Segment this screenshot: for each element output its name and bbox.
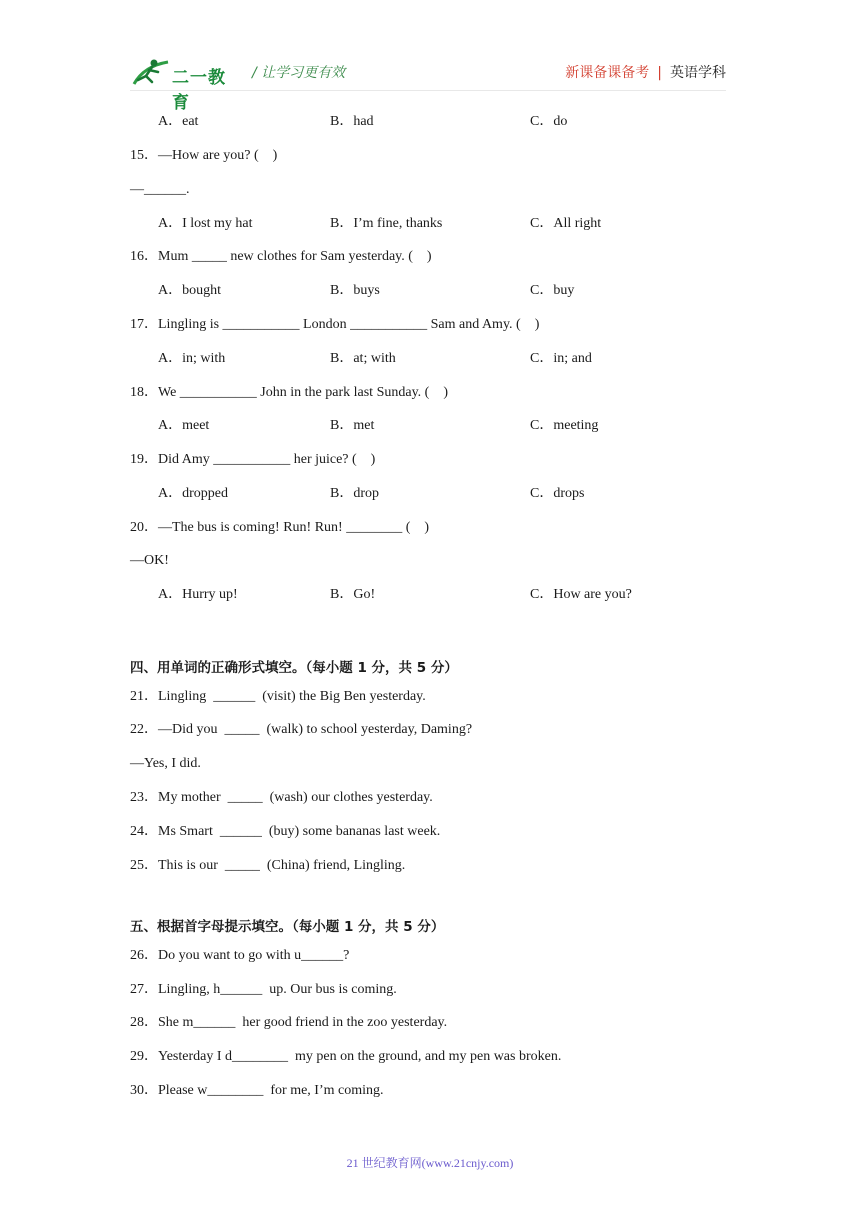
- question-28: 28．She m______ her good friend in the zoo yesterday.: [130, 1015, 448, 1030]
- question-23: 23．My mother _____ (wash) our clothes yesterday.: [130, 790, 433, 805]
- question-26: 26．Do you want to go with u______?: [130, 948, 350, 963]
- logo-text: 二一教育: [172, 68, 226, 113]
- option-b: B．met: [330, 418, 375, 433]
- header-course-label: 新课备课备考: [565, 65, 650, 81]
- option-a: A．bought: [158, 283, 221, 298]
- option-a: A．Hurry up!: [158, 587, 238, 602]
- option-b: B．drop: [330, 486, 379, 501]
- section-5-title: 五、根据首字母提示填空。（每小题 1 分，共 5 分）: [130, 919, 445, 935]
- question-24: 24．Ms Smart ______ (buy) some bananas last week.: [130, 824, 441, 839]
- option-a: A．I lost my hat: [158, 216, 253, 231]
- option-c: C．do: [530, 114, 568, 129]
- option-b: B．had: [330, 114, 374, 129]
- option-b: B．buys: [330, 283, 380, 298]
- question-17: 17．Lingling is ___________ London ___________ Sam and Amy. ( ): [130, 317, 540, 332]
- header-separator: |: [657, 65, 662, 81]
- section-4-title: 四、用单词的正确形式填空。（每小题 1 分，共 5 分）: [130, 660, 458, 676]
- slogan: / 让学习更有效: [252, 65, 346, 81]
- option-c: C．in; and: [530, 351, 592, 366]
- question-20-reply: —OK!: [130, 553, 169, 568]
- question-15-reply: —______.: [130, 182, 190, 197]
- question-20: 20．—The bus is coming! Run! Run! ________ ( ): [130, 520, 430, 535]
- option-a: A．dropped: [158, 486, 228, 501]
- question-16: 16．Mum _____ new clothes for Sam yesterday. ( ): [130, 249, 432, 264]
- question-22: 22．—Did you _____ (walk) to school yesterday, Daming?: [130, 722, 473, 737]
- option-a: A．eat: [158, 114, 199, 129]
- page-header: [130, 56, 726, 113]
- option-c: C．How are you?: [530, 587, 632, 602]
- header-subject: 英语学科: [670, 65, 726, 81]
- option-c: C．drops: [530, 486, 585, 501]
- page-footer: 21 世纪教育网(www.21cnjy.com): [346, 1156, 514, 1170]
- option-c: C．meeting: [530, 418, 599, 433]
- question-30: 30．Please w________ for me, I’m coming.: [130, 1083, 384, 1098]
- logo: [130, 56, 242, 113]
- question-19: 19．Did Amy ___________ her juice? ( ): [130, 452, 376, 467]
- runner-logo-icon: [130, 56, 174, 90]
- question-18: 18．We ___________ John in the park last Sunday. ( ): [130, 385, 448, 400]
- question-21: 21．Lingling ______ (visit) the Big Ben yesterday.: [130, 689, 426, 704]
- question-25: 25．This is our _____ (China) friend, Lingling.: [130, 858, 406, 873]
- option-b: B．I’m fine, thanks: [330, 216, 443, 231]
- header-divider: [130, 90, 726, 91]
- question-27: 27．Lingling, h______ up. Our bus is coming.: [130, 982, 397, 997]
- question-22-reply: —Yes, I did.: [130, 756, 201, 771]
- option-b: B．Go!: [330, 587, 376, 602]
- header-right: [565, 62, 726, 82]
- option-c: C．buy: [530, 283, 575, 298]
- option-c: C．All right: [530, 216, 602, 231]
- question-29: 29．Yesterday I d________ my pen on the ground, and my pen was broken.: [130, 1049, 562, 1064]
- option-a: A．in; with: [158, 351, 226, 366]
- option-a: A．meet: [158, 418, 210, 433]
- option-b: B．at; with: [330, 351, 396, 366]
- question-15: 15．—How are you? ( ): [130, 148, 278, 163]
